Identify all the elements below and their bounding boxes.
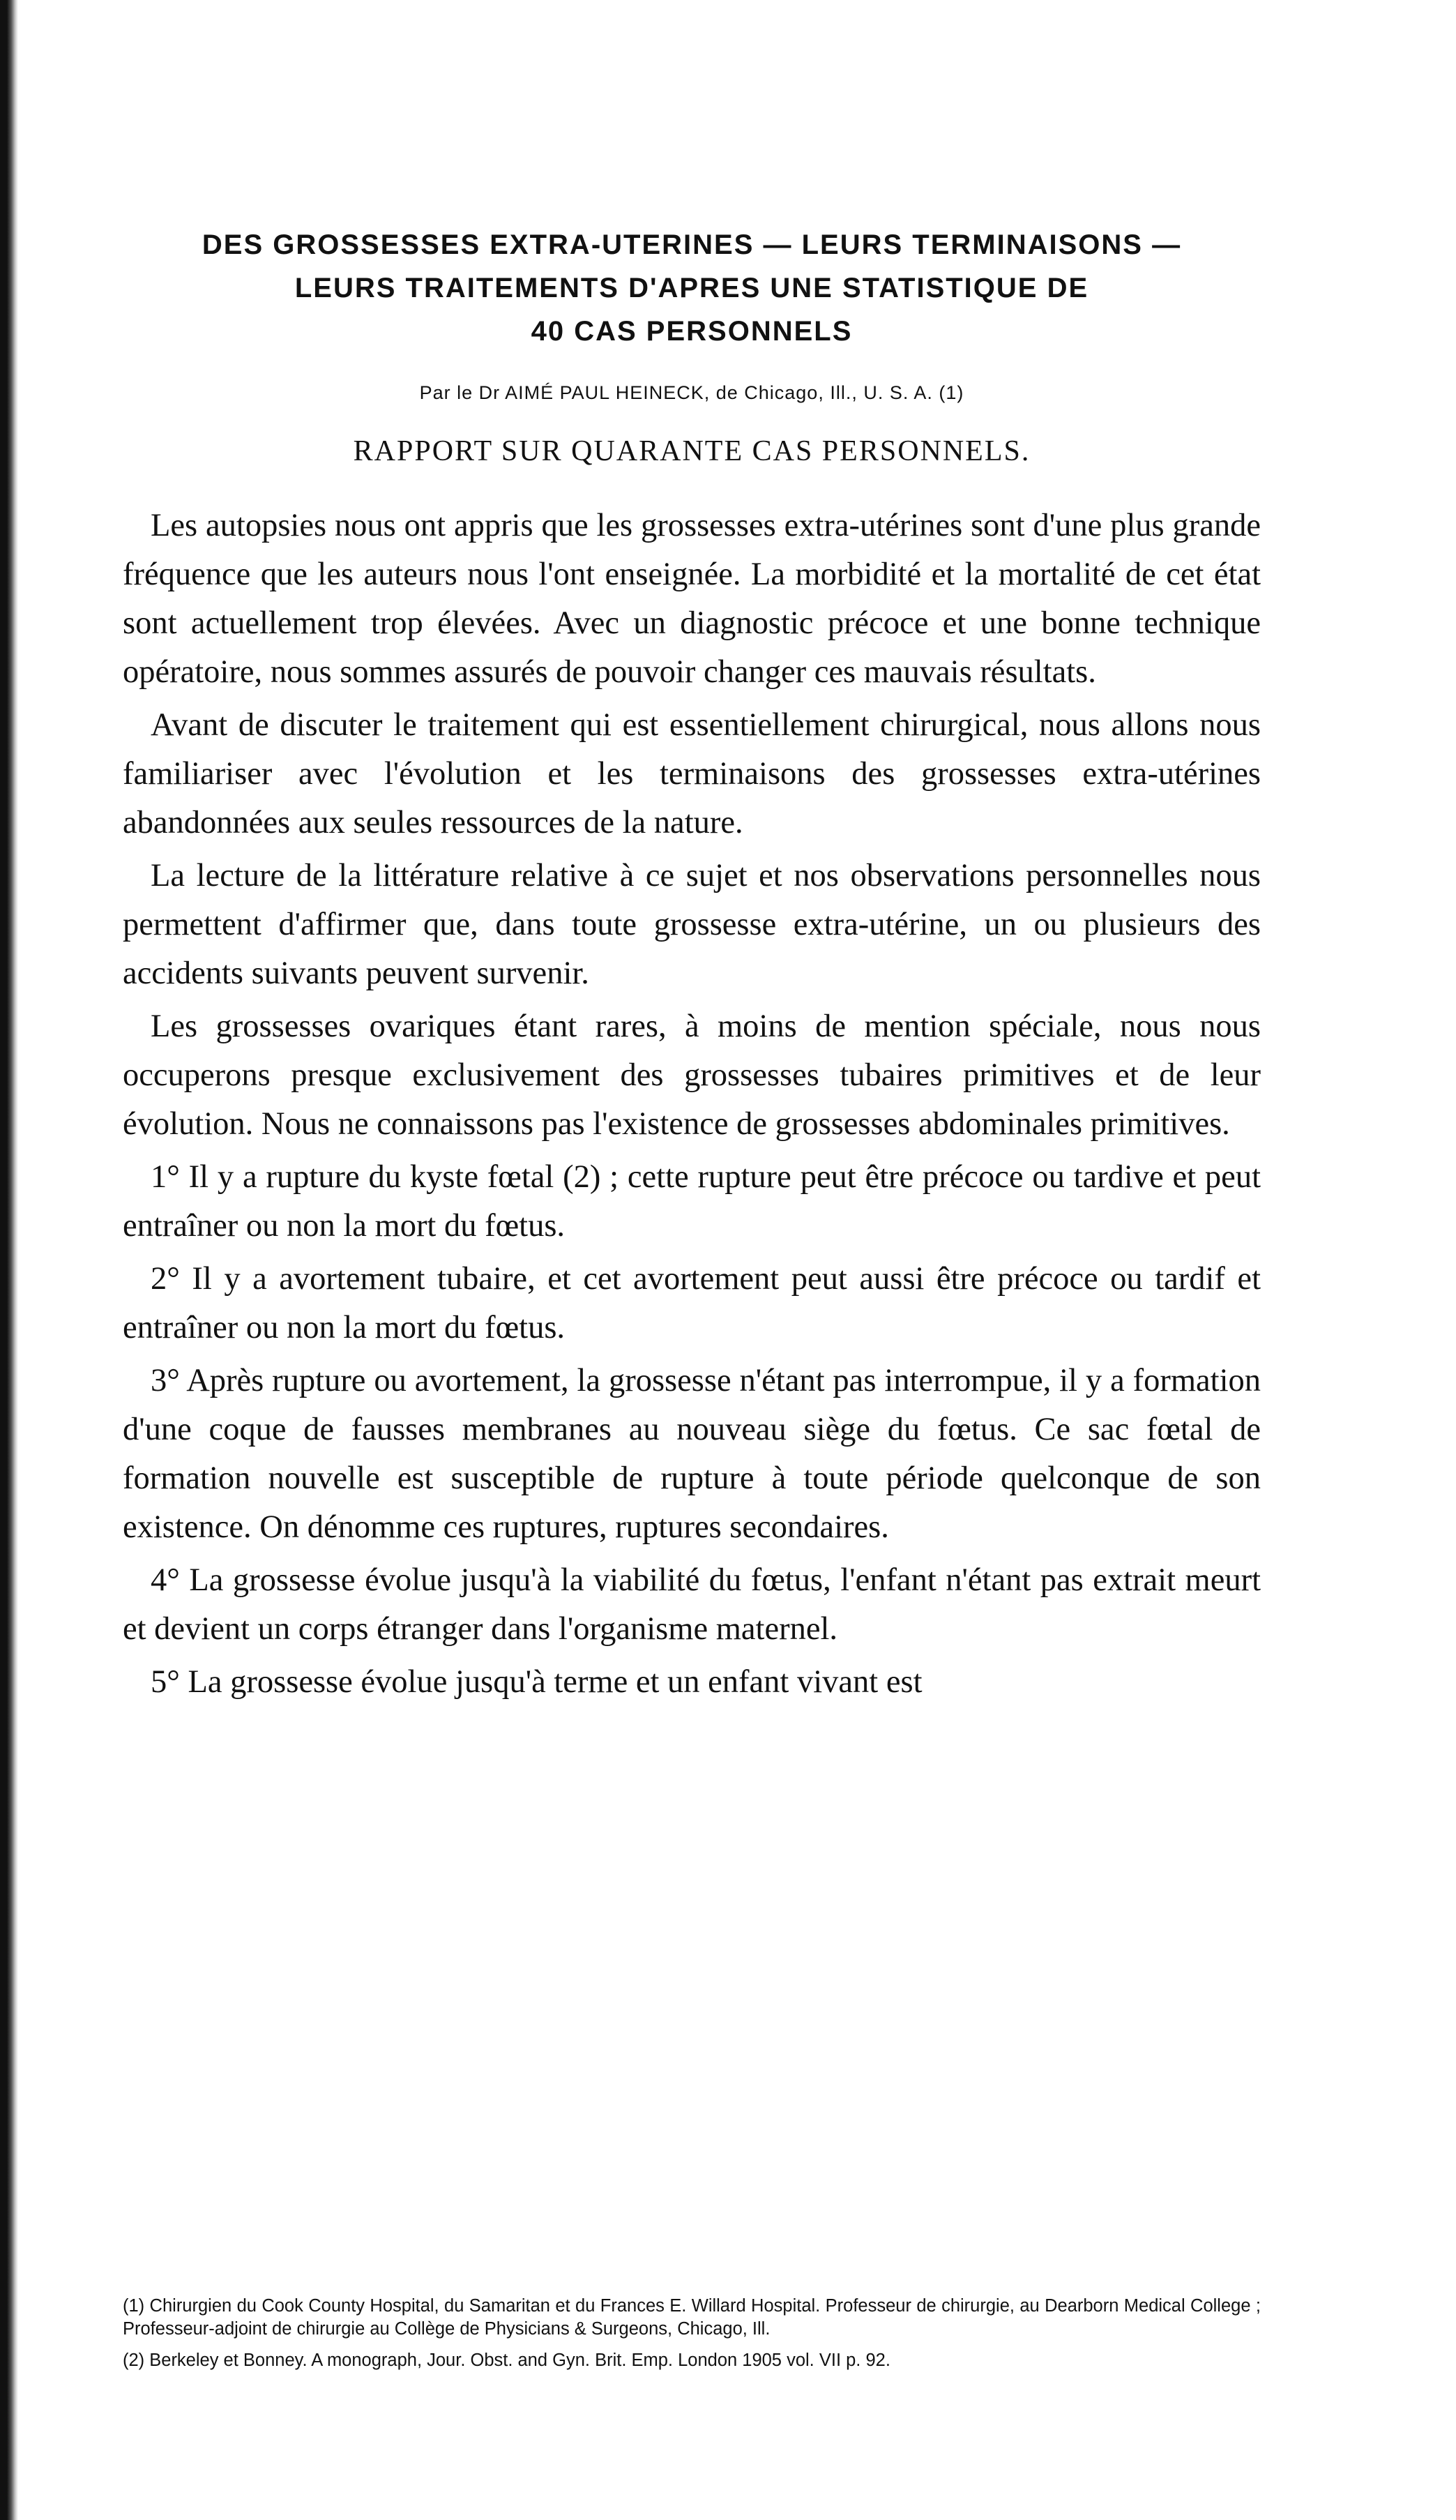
body-paragraph-2: Avant de discuter le traitement qui est essentiellement chirurgical, nous allons nous familiariser avec l'évolution et les terminaisons des grossesses extra-utérines abandonnées aux seules ressources de la nature. — [123, 707, 1261, 840]
title-line-1: DES GROSSESSES EXTRA-UTERINES — LEURS TERMINAISONS — — [202, 229, 1182, 260]
title-line-3: 40 CAS PERSONNELS — [531, 316, 853, 347]
article-page — [123, 223, 1261, 1711]
list-item-4: 4° La grossesse évolue jusqu'à la viabilité du fœtus, l'enfant n'étant pas extrait meurt et devient un corps étranger dans l'organisme maternel. — [123, 1562, 1261, 1647]
page-binding-edge — [0, 0, 18, 2520]
article-title — [123, 223, 1261, 353]
footnote-2: (2) Berkeley et Bonney. A monograph, Jour. Obst. and Gyn. Brit. Emp. London 1905 vol. VII p. 92. — [123, 2351, 890, 2370]
list-item-3: 3° Après rupture ou avortement, la grossesse n'étant pas interrompue, il y a formation d'une coque de fausses membranes au nouveau siège du fœtus. Ce sac fœtal de formation nouvelle est susceptible de rupture à toute période quelconque de son existence. On dénomme ces ruptures, ruptures secondaires. — [123, 1363, 1261, 1545]
list-item-5: 5° La grossesse évolue jusqu'à terme et un enfant vivant est — [151, 1664, 923, 1700]
author-byline: Par le Dr AIMÉ PAUL HEINECK, de Chicago, Ill., U. S. A. (1) — [419, 382, 964, 403]
body-paragraph-4: Les grossesses ovariques étant rares, à moins de mention spéciale, nous nous occuperons presque exclusivement des grossesses tubaires primitives et de leur évolution. Nous ne connaissons pas l'existence de grossesses abdominales primitives. — [123, 1009, 1261, 1142]
article-body — [123, 501, 1261, 1707]
body-paragraph-1: Les autopsies nous ont appris que les grossesses extra-utérines sont d'une plus grande fréquence que les auteurs nous l'ont enseignée. La morbidité et la mortalité de cet état sont actuellement trop élevées. Avec un diagnostic précoce et une bonne technique opératoire, nous sommes assurés de pouvoir changer ces mauvais résultats. — [123, 508, 1261, 690]
section-heading: RAPPORT SUR QUARANTE CAS PERSONNELS. — [353, 435, 1031, 467]
list-item-1: 1° Il y a rupture du kyste fœtal (2) ; cette rupture peut être précoce ou tardive et peut entraîner ou non la mort du fœtus. — [123, 1159, 1261, 1244]
footnotes — [123, 2295, 1261, 2381]
footnote-1: (1) Chirurgien du Cook County Hospital, du Samaritan et du Frances E. Willard Hospital. Professeur de chirurgie, au Dearborn Medical College ; Professeur-adjoint de chirurgie au Collège de Physicians & Surgeons, Chicago, Ill. — [123, 2296, 1261, 2339]
list-item-2: 2° Il y a avortement tubaire, et cet avortement peut aussi être précoce ou tardif et entraîner ou non la mort du fœtus. — [123, 1261, 1261, 1345]
body-paragraph-3: La lecture de la littérature relative à ce sujet et nos observations personnelles nous permettent d'affirmer que, dans toute grossesse extra-utérine, un ou plusieurs des accidents suivants peuvent survenir. — [123, 858, 1261, 991]
title-line-2: LEURS TRAITEMENTS D'APRES UNE STATISTIQUE DE — [294, 273, 1089, 303]
